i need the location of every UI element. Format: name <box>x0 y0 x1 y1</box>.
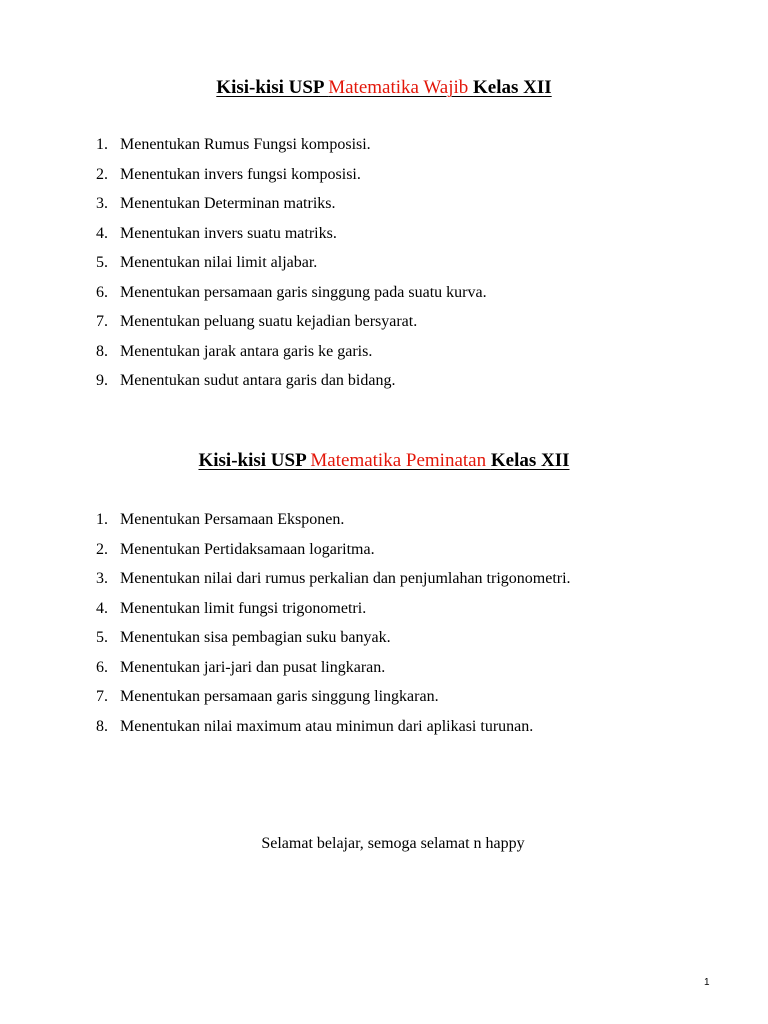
list-item <box>0 223 768 253</box>
list-item-text: Menentukan peluang suatu kejadian bersyarat. <box>120 313 418 330</box>
list-item-text: Menentukan nilai maximum atau minimun dari aplikasi turunan. <box>120 717 534 735</box>
section-2-title <box>0 449 768 473</box>
list-item-number: 4. <box>96 599 108 617</box>
list-item-number: 1. <box>96 136 108 153</box>
list-item-number: 2. <box>96 165 108 183</box>
section-1-title-suffix: Kelas XII <box>473 77 552 98</box>
list-item <box>0 598 768 628</box>
list-item-number: 6. <box>96 658 108 676</box>
list-item-text: Menentukan nilai limit aljabar. <box>120 254 318 271</box>
list-item-number: 5. <box>96 254 108 271</box>
list-item <box>0 282 768 312</box>
list-item <box>0 164 768 194</box>
list-item <box>0 134 768 164</box>
section-1-title <box>0 76 768 100</box>
list-item-text: Menentukan invers suatu matriks. <box>120 224 337 242</box>
list-item-text: Menentukan persamaan garis singgung pada suatu kurva. <box>120 283 487 301</box>
list-item-text: Menentukan invers fungsi komposisi. <box>120 165 361 183</box>
list-item-number: 3. <box>96 570 108 587</box>
page-number: 1 <box>704 977 710 988</box>
list-item-text: Menentukan jarak antara garis ke garis. <box>120 342 373 360</box>
list-item <box>0 627 768 657</box>
list-item <box>0 568 768 598</box>
list-item-text: Menentukan jari-jari dan pusat lingkaran. <box>120 658 386 676</box>
section-1-list <box>0 134 768 400</box>
closing-text: Selamat belajar, semoga selamat n happy <box>261 835 525 852</box>
list-item <box>0 716 768 746</box>
section-2-list <box>0 509 768 745</box>
list-item <box>0 341 768 371</box>
list-item-number: 8. <box>96 342 108 360</box>
list-item-text: Menentukan Pertidaksamaan logaritma. <box>120 540 375 558</box>
list-item-text: Menentukan sudut antara garis dan bidang. <box>120 372 396 389</box>
list-item-text: Menentukan persamaan garis singgung lingkaran. <box>120 688 439 705</box>
list-item <box>0 657 768 687</box>
list-item-number: 9. <box>96 372 108 389</box>
section-2-title-subject: Matematika Peminatan <box>310 450 491 471</box>
list-item <box>0 252 768 282</box>
list-item <box>0 509 768 539</box>
list-item-text: Menentukan sisa pembagian suku banyak. <box>120 629 391 646</box>
list-item <box>0 370 768 400</box>
section-2-title-prefix: Kisi-kisi USP <box>198 450 311 471</box>
section-1-title-subject: Matematika Wajib <box>328 77 474 98</box>
list-item <box>0 311 768 341</box>
list-item-number: 8. <box>96 717 108 735</box>
section-2-title-suffix: Kelas XII <box>490 450 570 471</box>
section-1-title-prefix: Kisi-kisi USP <box>216 77 329 98</box>
list-item <box>0 193 768 223</box>
list-item <box>0 686 768 716</box>
list-item-number: 5. <box>96 629 108 646</box>
list-item-text: Menentukan Determinan matriks. <box>120 195 336 212</box>
list-item-text: Menentukan Rumus Fungsi komposisi. <box>120 136 371 153</box>
list-item-number: 1. <box>96 511 108 528</box>
list-item-number: 6. <box>96 283 108 301</box>
list-item <box>0 539 768 569</box>
list-item-number: 7. <box>96 688 108 705</box>
list-item-text: Menentukan Persamaan Eksponen. <box>120 511 345 528</box>
list-item-number: 7. <box>96 313 108 330</box>
list-item-text: Menentukan limit fungsi trigonometri. <box>120 599 367 617</box>
list-item-number: 2. <box>96 540 108 558</box>
list-item-number: 4. <box>96 224 108 242</box>
list-item-number: 3. <box>96 195 108 212</box>
list-item-text: Menentukan nilai dari rumus perkalian dan penjumlahan trigonometri. <box>120 570 571 587</box>
